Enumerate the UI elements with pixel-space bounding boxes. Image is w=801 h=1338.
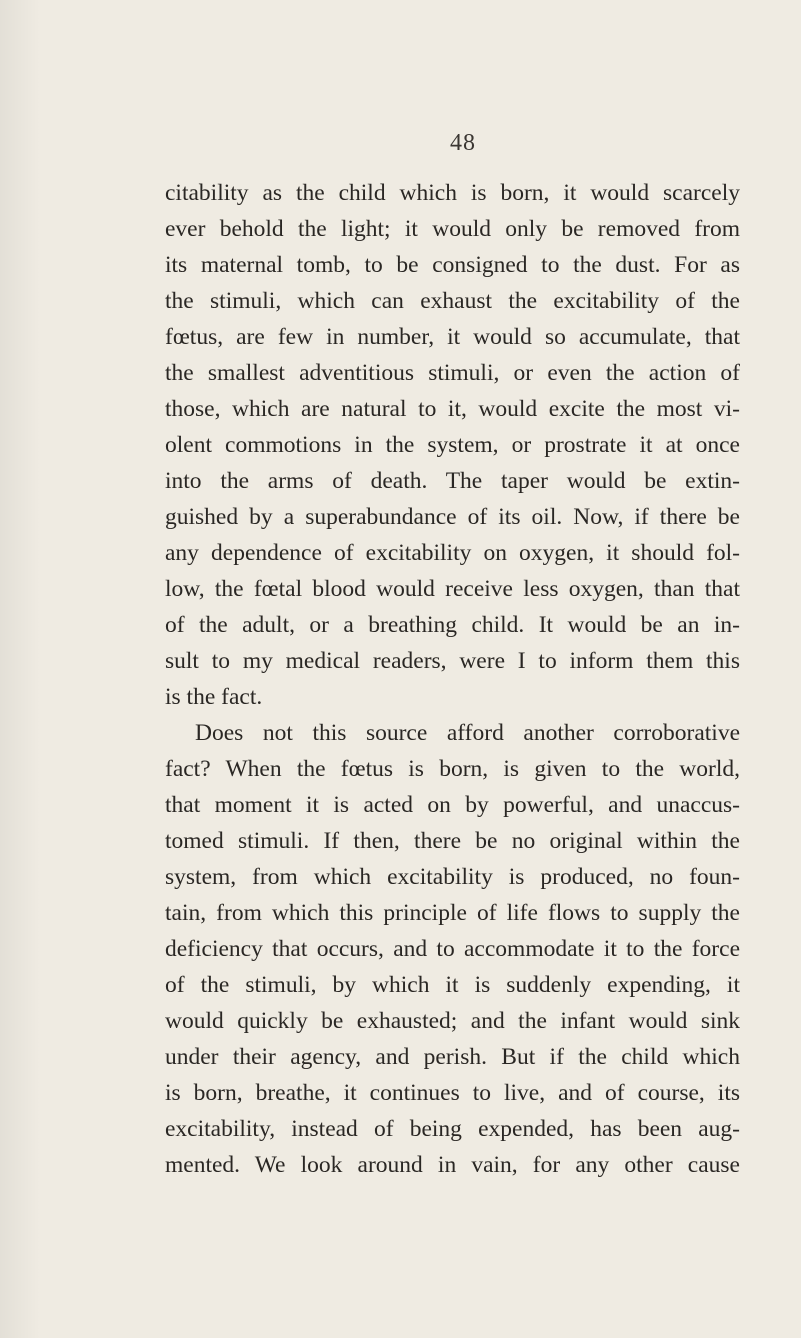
text-line: into the arms of death. The taper would be extin-: [165, 468, 740, 494]
text-line: mented. We look around in vain, for any other cause: [165, 1152, 740, 1178]
text-line: tain, from which this principle of life flows to supply the: [165, 900, 740, 926]
text-line: fact? When the fœtus is born, is given to the world,: [165, 756, 740, 782]
text-line: that moment it is acted on by powerful, and unaccus-: [165, 792, 740, 818]
text-line: is born, breathe, it continues to live, and of course, its: [165, 1080, 740, 1106]
text-line: the stimuli, which can exhaust the excitability of the: [165, 288, 740, 314]
text-line: under their agency, and perish. But if the child which: [165, 1044, 740, 1070]
text-line: guished by a superabundance of its oil. Now, if there be: [165, 504, 740, 530]
text-line: fœtus, are few in number, it would so accumulate, that: [165, 324, 740, 350]
text-line: those, which are natural to it, would excite the most vi-: [165, 396, 740, 422]
text-line: deficiency that occurs, and to accommodate it to the force: [165, 936, 740, 962]
paragraph-start-line: Does not this source afford another corroborative: [195, 720, 740, 746]
text-line: tomed stimuli. If then, there be no original within the: [165, 828, 740, 854]
text-line: ever behold the light; it would only be removed from: [165, 216, 740, 242]
text-line: would quickly be exhausted; and the infant would sink: [165, 1008, 740, 1034]
body-text: [165, 175, 740, 1183]
text-line: system, from which excitability is produced, no foun-: [165, 864, 740, 890]
text-line: sult to my medical readers, were I to inform them this: [165, 648, 740, 674]
paragraph-end-line: is the fact.: [165, 684, 263, 710]
text-line: olent commotions in the system, or prostrate it at once: [165, 432, 740, 458]
text-line: of the stimuli, by which it is suddenly expending, it: [165, 972, 740, 998]
text-line: citability as the child which is born, it would scarcely: [165, 180, 740, 206]
text-line: of the adult, or a breathing child. It would be an in-: [165, 612, 740, 638]
page-number: 48: [450, 130, 476, 156]
text-line: its maternal tomb, to be consigned to the dust. For as: [165, 252, 740, 278]
text-line: excitability, instead of being expended, has been aug-: [165, 1116, 740, 1142]
text-line: the smallest adventitious stimuli, or even the action of: [165, 360, 740, 386]
text-line: low, the fœtal blood would receive less oxygen, than that: [165, 576, 740, 602]
text-line: any dependence of excitability on oxygen, it should fol-: [165, 540, 740, 566]
